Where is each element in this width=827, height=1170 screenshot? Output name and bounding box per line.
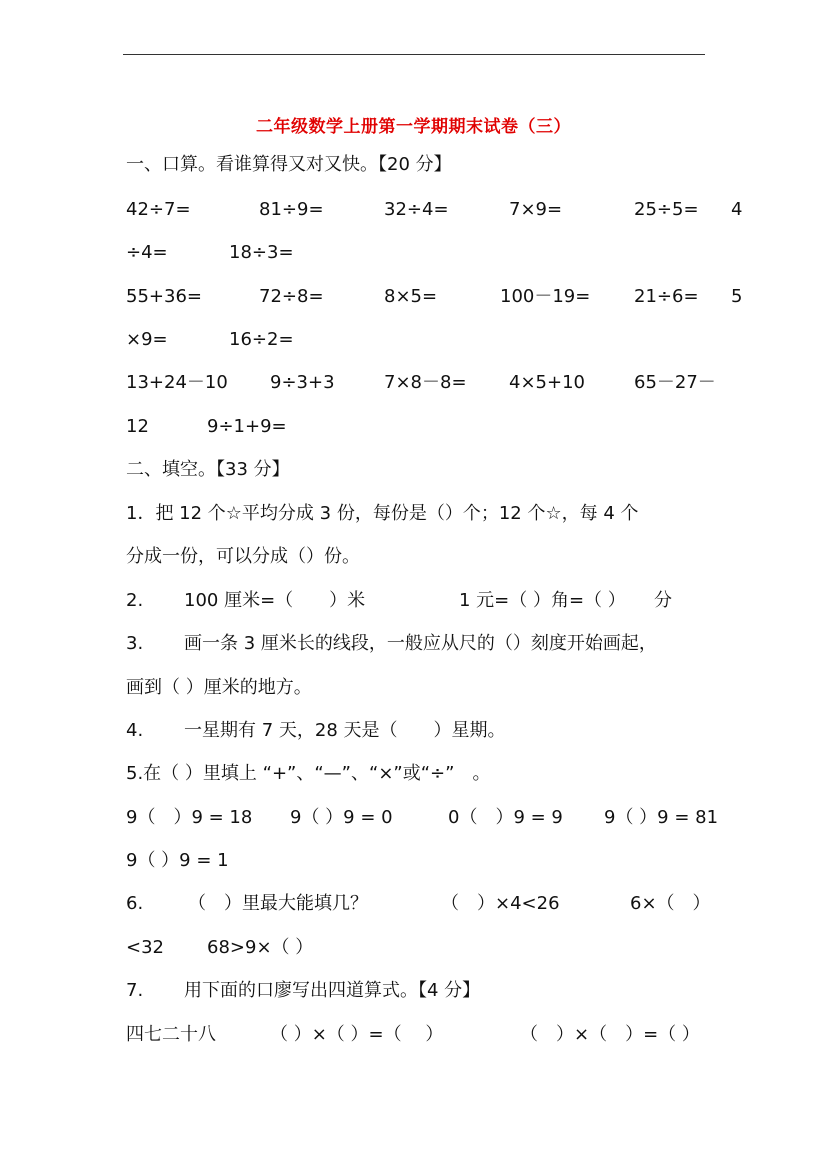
oral-item: 55+36= [126, 286, 202, 307]
oral-item: 42÷7= [126, 199, 191, 220]
oral-item: 12 [126, 416, 149, 437]
oral-item: 25÷5= [634, 199, 699, 220]
oral-item: 5 [731, 286, 743, 307]
question-text: （ ）里最大能填几？ [188, 893, 368, 914]
question-1-line-1: 1．把 12 个☆平均分成 3 份，每份是（）个；12 个☆，每 4 个 [126, 503, 639, 524]
oral-item: 18÷3= [229, 242, 294, 263]
question-text: 一星期有 7 天，28 天是（ ）星期。 [184, 720, 506, 741]
fill-item: 9（ ）9 = 81 [604, 807, 719, 828]
oral-item: 4 [731, 199, 743, 220]
question-number: 6. [126, 893, 144, 914]
question-text: 6×（ ） [630, 893, 711, 914]
oral-item: 9÷1+9= [207, 416, 287, 437]
question-text: 68>9×（ ） [207, 937, 314, 958]
oral-item: 7×9= [509, 199, 563, 220]
page-title: 二年级数学上册第一学期期末试卷（三） [256, 117, 571, 137]
question-text: 四七二十八 [126, 1024, 216, 1045]
oral-item: 16÷2= [229, 329, 294, 350]
fill-item: （ ）×（ ）=（ ） [270, 1024, 444, 1045]
oral-item: 65－27－ [634, 372, 716, 393]
question-text: 分 [654, 590, 672, 611]
fill-item: 9（ ）9 = 0 [290, 807, 393, 828]
fill-item: 0（ ）9 = 9 [448, 807, 563, 828]
question-text: 画一条 3 厘米长的线段，一般应从尺的（）刻度开始画起， [184, 633, 657, 654]
oral-item: 100－19= [500, 286, 591, 307]
oral-item: 4×5+10 [509, 372, 585, 393]
question-text: 用下面的口廖写出四道算式。【4 分】 [184, 980, 481, 1001]
question-number: 7. [126, 980, 144, 1001]
oral-item: 8×5= [384, 286, 438, 307]
question-1-line-2: 分成一份，可以分成（）份。 [126, 546, 360, 567]
section1-heading: 一、口算。看谁算得又对又快。【20 分】 [126, 154, 452, 175]
oral-item: 81÷9= [259, 199, 324, 220]
question-text: 100 厘米=（ ）米 [184, 590, 366, 611]
oral-item: ×9= [126, 329, 168, 350]
question-number: 2. [126, 590, 144, 611]
oral-item: 13+24－10 [126, 372, 228, 393]
section2-heading: 二、填空。【33 分】 [126, 459, 290, 480]
header-rule [123, 54, 705, 55]
oral-item: 32÷4= [384, 199, 449, 220]
oral-item: 21÷6= [634, 286, 699, 307]
question-number: 3. [126, 633, 144, 654]
fill-item: 9（ ）9 = 18 [126, 807, 253, 828]
question-5: 5.在（ ）里填上 “+”、“—”、“×”或“÷” 。 [126, 763, 491, 784]
question-number: 4. [126, 720, 144, 741]
oral-item: 9÷3+3 [270, 372, 335, 393]
question-text: （ ）×4<26 [441, 893, 560, 914]
oral-item: 72÷8= [259, 286, 324, 307]
oral-item: ÷4= [126, 242, 168, 263]
oral-item: 7×8－8= [384, 372, 467, 393]
question-text: <32 [126, 937, 164, 958]
fill-item: （ ）×（ ）=（ ） [520, 1024, 700, 1045]
question-5-row-2: 9（ ）9 = 1 [126, 850, 229, 871]
question-text: 1 元=（ ）角=（ ） [459, 590, 626, 611]
question-3-line-2: 画到（ ）厘米的地方。 [126, 677, 312, 698]
